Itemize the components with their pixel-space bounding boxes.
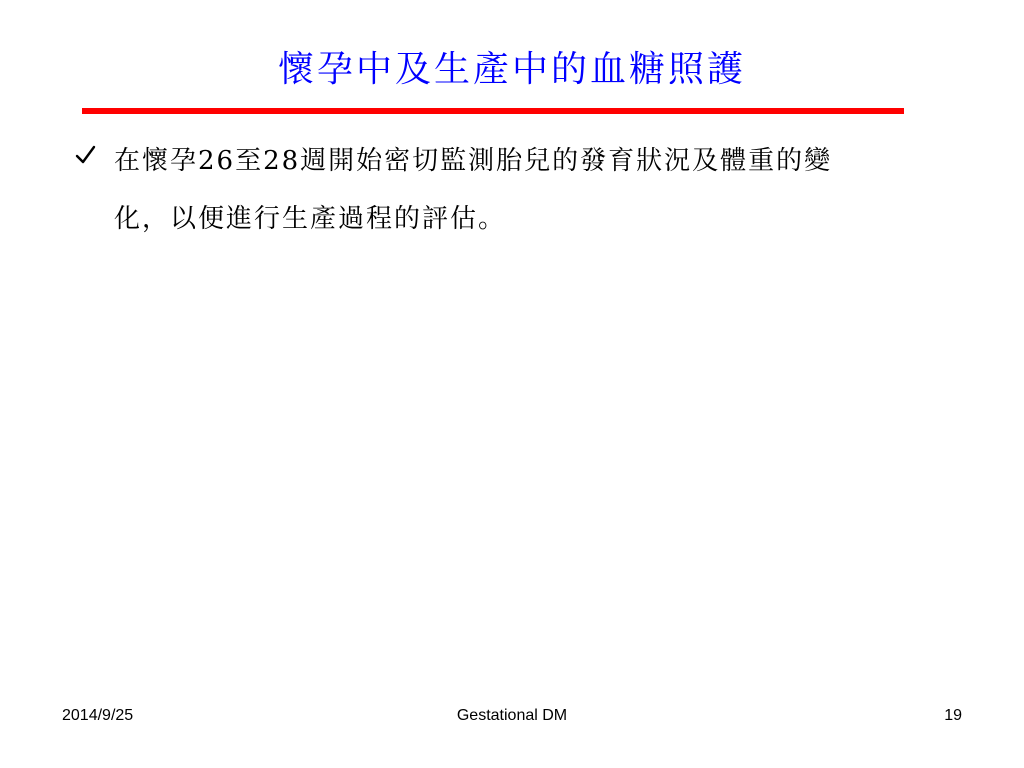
bullet-text-line-2: 化，以便進行生產過程的評估。 [114, 204, 507, 234]
bullet-text-line-1: 在懷孕26至28週開始密切監測胎兒的發育狀況及體重的變 [114, 146, 833, 176]
title-divider [82, 108, 904, 114]
slide-title: 懷孕中及生產中的血糖照護 [277, 49, 746, 90]
bullet-list [72, 132, 972, 248]
page-number: 19 [944, 707, 962, 724]
check-icon [74, 144, 96, 166]
footer-title: Gestational DM [456, 707, 568, 724]
bullet-item [72, 132, 972, 248]
footer-date: 2014/9/25 [62, 707, 134, 724]
